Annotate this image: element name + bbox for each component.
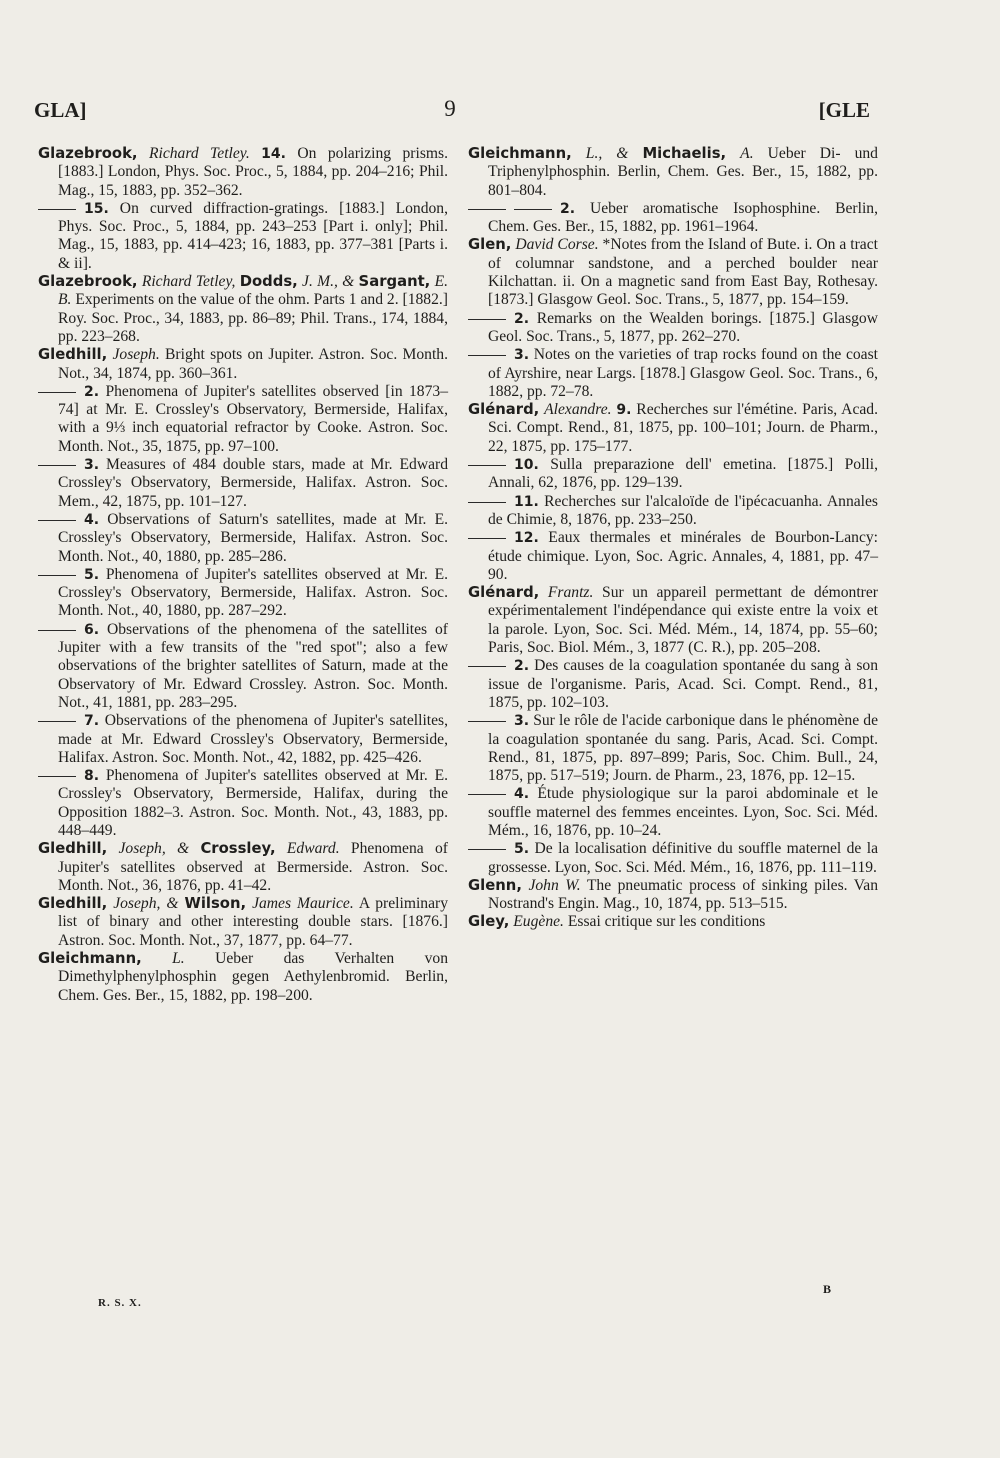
catalogue-entry: [38, 895, 448, 950]
paper-number: 8.: [84, 768, 100, 785]
catalogue-entry: [468, 310, 878, 347]
paper-number: 11.: [514, 493, 539, 510]
ditto-rule: [468, 502, 506, 503]
author-forename: John W.: [528, 876, 581, 894]
author-forename: Richard Tetley.: [148, 145, 250, 162]
running-head-right: [GLE: [818, 98, 870, 122]
author-forename: James Maurice.: [252, 895, 354, 913]
author-forename: Alexandre.: [544, 401, 612, 419]
paper-number: 5.: [84, 566, 100, 583]
author-forename: Frantz.: [547, 584, 594, 602]
author-surname: Glazebrook,: [38, 273, 138, 291]
signature-mark: R. S. X.: [98, 1297, 142, 1309]
entry-text: Recherches sur l'alcaloïde de l'ipécacuanha. Annales de Chimie, 8, 1876, pp. 233–250.: [488, 492, 878, 528]
ditto-rule: [38, 392, 76, 393]
catalogue-entry: [38, 767, 448, 840]
paper-number: 3.: [514, 713, 530, 730]
left-column: [38, 145, 448, 1005]
entry-text: The pneumatic process of sinking piles. Van Nostrand's Engin. Mag., 10, 1874, pp. 513–515.: [488, 876, 878, 913]
ditto-rule: [468, 319, 506, 320]
catalogue-entry: [38, 456, 448, 511]
entry-text: Measures of 484 double stars, made at Mr. Edward Crossley's Observatory, Bermerside, Halifax. Astron. Soc. Mem., 42, 1875, pp. 101–127.: [58, 456, 448, 510]
author-forename: Joseph, &: [118, 840, 190, 858]
catalogue-entry: [38, 511, 448, 566]
author-surname: Gleichmann,: [468, 145, 572, 162]
author-surname: Gledhill,: [38, 840, 108, 858]
catalogue-entry: [38, 566, 448, 621]
entry-text: Sur le rôle de l'acide carbonique dans le phénomène de la coagulation spontanée du sang. Paris, Acad. Sci. Compt. Rend., 81, 1875, pp. 897–899; Paris, Soc. Chim. Bull., 24, 1875, pp. 517–519; Journ. de Pharm., 23, 1876, pp. 12–15.: [488, 712, 878, 785]
paper-number: 2.: [514, 658, 530, 675]
catalogue-entry: [468, 456, 878, 493]
catalogue-entry: [468, 529, 878, 584]
catalogue-entry: [38, 273, 448, 346]
author-forename: David Corse.: [515, 236, 599, 254]
catalogue-entry: [38, 383, 448, 456]
ditto-rule: [38, 209, 76, 210]
paper-number: 9.: [616, 402, 632, 419]
entry-text: *Notes from the Island of Bute. i. On a tract of columnar sandstone, and a perched boulder near Kilchattan. ii. On a magnetic sand from East Bay, Rothesay. [1873.] Glasgow Geol. Soc. Trans., 5, 1877, pp. 154–159.: [488, 236, 878, 309]
author-forename: Joseph.: [112, 346, 160, 364]
author-surname: Glénard,: [468, 584, 540, 602]
catalogue-entry: [468, 657, 878, 712]
entry-text: Sur un appareil permettant de démontrer expérimentalement l'indépendance qui existe entre la voix et la parole. Lyon, Soc. Sci. Méd. Mém., 14, 1874, pp. 55–60; Paris, Soc. Biol. Mém., 3, 1877 (C. R.), pp. 205–208.: [488, 584, 878, 657]
catalogue-entry: [468, 145, 878, 200]
paper-number: 5.: [514, 841, 530, 858]
entry-text: Observations of the phenomena of the satellites of Jupiter with a few transits of the "red spot"; also a few observations of the brighter satellites of Saturn, made at the Observatory of Mr. Edward Crossley. Astron. Soc. Month. Not., 41, 1881, pp. 283–295.: [58, 620, 448, 711]
catalogue-entry: [468, 200, 878, 237]
author-forename: L.: [172, 950, 185, 968]
ditto-rule: [38, 465, 76, 466]
entry-text: Observations of the phenomena of Jupiter's satellites, made at Mr. Edward Crossley's Observatory, Bermerside, Halifax. Astron. Soc. Month. Not., 42, 1882, pp. 425–426.: [58, 712, 448, 766]
author-surname: Glénard,: [468, 401, 540, 419]
paper-number: 14.: [261, 146, 286, 162]
paper-number: 2.: [514, 310, 530, 327]
author-forename: A.: [740, 145, 754, 162]
author-surname: Gledhill,: [38, 346, 108, 364]
catalogue-entry: [468, 493, 878, 530]
entry-text: Ueber aromatische Isophosphine. Berlin, Chem. Ges. Ber., 15, 1882, pp. 1961–1964.: [488, 199, 878, 236]
ditto-rule: [468, 794, 506, 795]
catalogue-entry: [38, 712, 448, 767]
entry-text: Notes on the varieties of trap rocks found on the coast of Ayrshire, near Largs. [1878.] Glasgow Geol. Soc. Trans., 6, 1882, pp. 72–78.: [488, 346, 878, 400]
ditto-rule: [468, 721, 506, 722]
ditto-rule: [38, 520, 76, 521]
catalogue-entry: [468, 584, 878, 657]
gathering-letter: B: [823, 1282, 832, 1296]
author-forename: L., &: [585, 145, 629, 162]
ditto-rule: [38, 630, 76, 631]
author-forename: Eugène.: [513, 913, 564, 931]
ditto-rule: [468, 666, 506, 667]
ditto-rule: [38, 776, 76, 777]
entry-text: Remarks on the Wealden borings. [1875.] Glasgow Geol. Soc. Trans., 5, 1877, pp. 262–270.: [488, 309, 878, 345]
catalogue-entry: [38, 950, 448, 1005]
ditto-rule: [514, 209, 552, 210]
entry-text: Bright spots on Jupiter. Astron. Soc. Month. Not., 34, 1874, pp. 360–361.: [58, 346, 448, 382]
entry-text: Experiments on the value of the ohm. Parts 1 and 2. [1882.] Roy. Soc. Proc., 34, 1883, pp. 86–89; Phil. Trans., 174, 1884, pp. 223–268.: [58, 291, 448, 345]
paper-number: 12.: [514, 530, 539, 547]
entry-text: On polarizing prisms. [1883.] London, Phys. Soc. Proc., 5, 1884, pp. 204–216; Phil. Mag., 15, 1883, pp. 352–362.: [58, 145, 448, 199]
paper-number: 7.: [84, 713, 100, 730]
page-number: 9: [444, 96, 456, 121]
catalogue-entry: [468, 913, 878, 931]
ditto-rule: [468, 355, 506, 356]
entry-text: Ueber Di- und Triphenylphosphin. Berlin, Chem. Ges. Ber., 15, 1882, pp. 801–804.: [488, 145, 878, 199]
catalogue-entry: [468, 346, 878, 401]
entry-text: Eaux thermales et minérales de Bourbon-Lancy: étude chimique. Lyon, Soc. Agric. Annales, 4, 1881, pp. 47–90.: [488, 529, 878, 583]
catalogue-entry: [38, 840, 448, 895]
entry-text: Phenomena of Jupiter's satellites observed at Mr. E. Crossley's Observatory, Bermerside, Halifax, during the Opposition 1882–3. Astron. Soc. Month. Not., 43, 1883, pp. 448–449.: [58, 767, 448, 839]
ditto-rule: [468, 538, 506, 539]
paper-number: 4.: [514, 786, 530, 803]
catalogue-entry: [468, 401, 878, 456]
author-surname: Gleichmann,: [38, 950, 142, 968]
catalogue-entry: [38, 621, 448, 712]
ditto-rule: [468, 465, 506, 466]
author-forename: Joseph, &: [113, 895, 179, 913]
paper-number: 3.: [514, 347, 530, 364]
running-head-left: GLA]: [34, 98, 87, 122]
entry-text: Observations of Saturn's satellites, made at Mr. E. Crossley's Observatory, Bermerside, Halifax. Astron. Soc. Month. Not., 40, 1880, pp. 285–286.: [58, 510, 448, 565]
entry-text: Phenomena of Jupiter's satellites observed at Bermerside. Astron. Soc. Month. Not., 36, 1876, pp. 41–42.: [58, 840, 448, 894]
author-surname: Glen,: [468, 236, 512, 254]
author-surname: Gledhill,: [38, 895, 108, 913]
author-forename: J. M., &: [302, 273, 355, 291]
paper-number: 2.: [84, 383, 100, 400]
paper-number: 2.: [560, 200, 576, 217]
catalogue-entry: [38, 200, 448, 273]
catalogue-entry: [38, 145, 448, 200]
author-surname: Glazebrook,: [38, 145, 138, 162]
entry-text: De la localisation définitive du souffle maternel de la grossesse. Lyon, Soc. Sci. Méd. Mém., 16, 1876, pp. 111–119.: [488, 840, 878, 876]
paper-number: 6.: [84, 621, 100, 638]
paper-number: 10.: [514, 457, 539, 474]
entry-text: A preliminary list of binary and other interesting double stars. [1876.] Astron. Soc. Month. Not., 37, 1877, pp. 64–77.: [58, 895, 448, 949]
ditto-rule: [468, 849, 506, 850]
author-surname: Dodds,: [239, 273, 298, 291]
catalogue-entry: [38, 346, 448, 383]
entry-text: Phenomena of Jupiter's satellites observed [in 1873–74] at Mr. E. Crossley's Observatory, Bermerside, Halifax, with a 9⅓ inch equatorial refractor by Cooke. Astron. Soc. Month. Not., 35, 1875, pp. 97–100.: [58, 382, 448, 455]
catalogue-entry: [468, 236, 878, 309]
paper-number: 3.: [84, 457, 100, 474]
paper-number: 15.: [84, 200, 109, 217]
author-forename: Edward.: [286, 840, 340, 858]
entry-text: Des causes de la coagulation spontanée du sang à son issue de l'organisme. Paris, Acad. Sci. Compt. Rend., 81, 1875, pp. 102–103.: [488, 657, 878, 711]
entry-text: Essai critique sur les conditions: [567, 913, 766, 931]
ditto-rule: [468, 209, 506, 210]
catalogue-entry: [468, 877, 878, 914]
entry-text: Recherches sur l'émétine. Paris, Acad. Sci. Compt. Rend., 81, 1875, pp. 100–101; Journ. de Pharm., 22, 1875, pp. 175–177.: [488, 401, 878, 455]
paper-number: 4.: [84, 511, 100, 528]
catalogue-entry: [468, 840, 878, 877]
author-forename: Richard Tetley,: [141, 273, 236, 291]
catalogue-entry: [468, 785, 878, 840]
ditto-rule: [38, 721, 76, 722]
author-surname: Crossley,: [200, 840, 276, 858]
entry-text: On curved diffraction-gratings. [1883.] London, Phys. Soc. Proc., 5, 1884, pp. 243–253 [Part i. only]; Phil. Mag., 15, 1883, pp. 414–423; 16, 1883, pp. 377–381 [Parts i. & ii].: [58, 199, 448, 272]
author-surname: Michaelis,: [642, 145, 727, 162]
entry-text: Phenomena of Jupiter's satellites observed at Mr. E. Crossley's Observatory, Bermerside, Halifax. Astron. Soc. Month. Not., 40, 1880, pp. 287–292.: [58, 565, 448, 620]
author-surname: Glenn,: [468, 876, 522, 894]
entry-text: Sulla preparazione dell' emetina. [1875.] Polli, Annali, 62, 1876, pp. 129–139.: [488, 456, 878, 492]
author-forename: E. B.: [58, 273, 448, 309]
author-surname: Sargant,: [358, 273, 431, 291]
entry-text: Étude physiologique sur la paroi abdominale et le souffle maternel des femmes enceintes. Lyon, Soc. Sci. Méd. Mém., 16, 1876, pp. 10–24.: [488, 785, 878, 839]
author-surname: Wilson,: [184, 895, 247, 913]
right-column: [468, 145, 878, 932]
catalogue-entry: [468, 712, 878, 785]
entry-text: Ueber das Verhalten von Dimethylphenylphosphin gegen Aethylenbromid. Berlin, Chem. Ges. Ber., 15, 1882, pp. 198–200.: [58, 950, 448, 1004]
ditto-rule: [38, 575, 76, 576]
author-surname: Gley,: [468, 913, 510, 931]
